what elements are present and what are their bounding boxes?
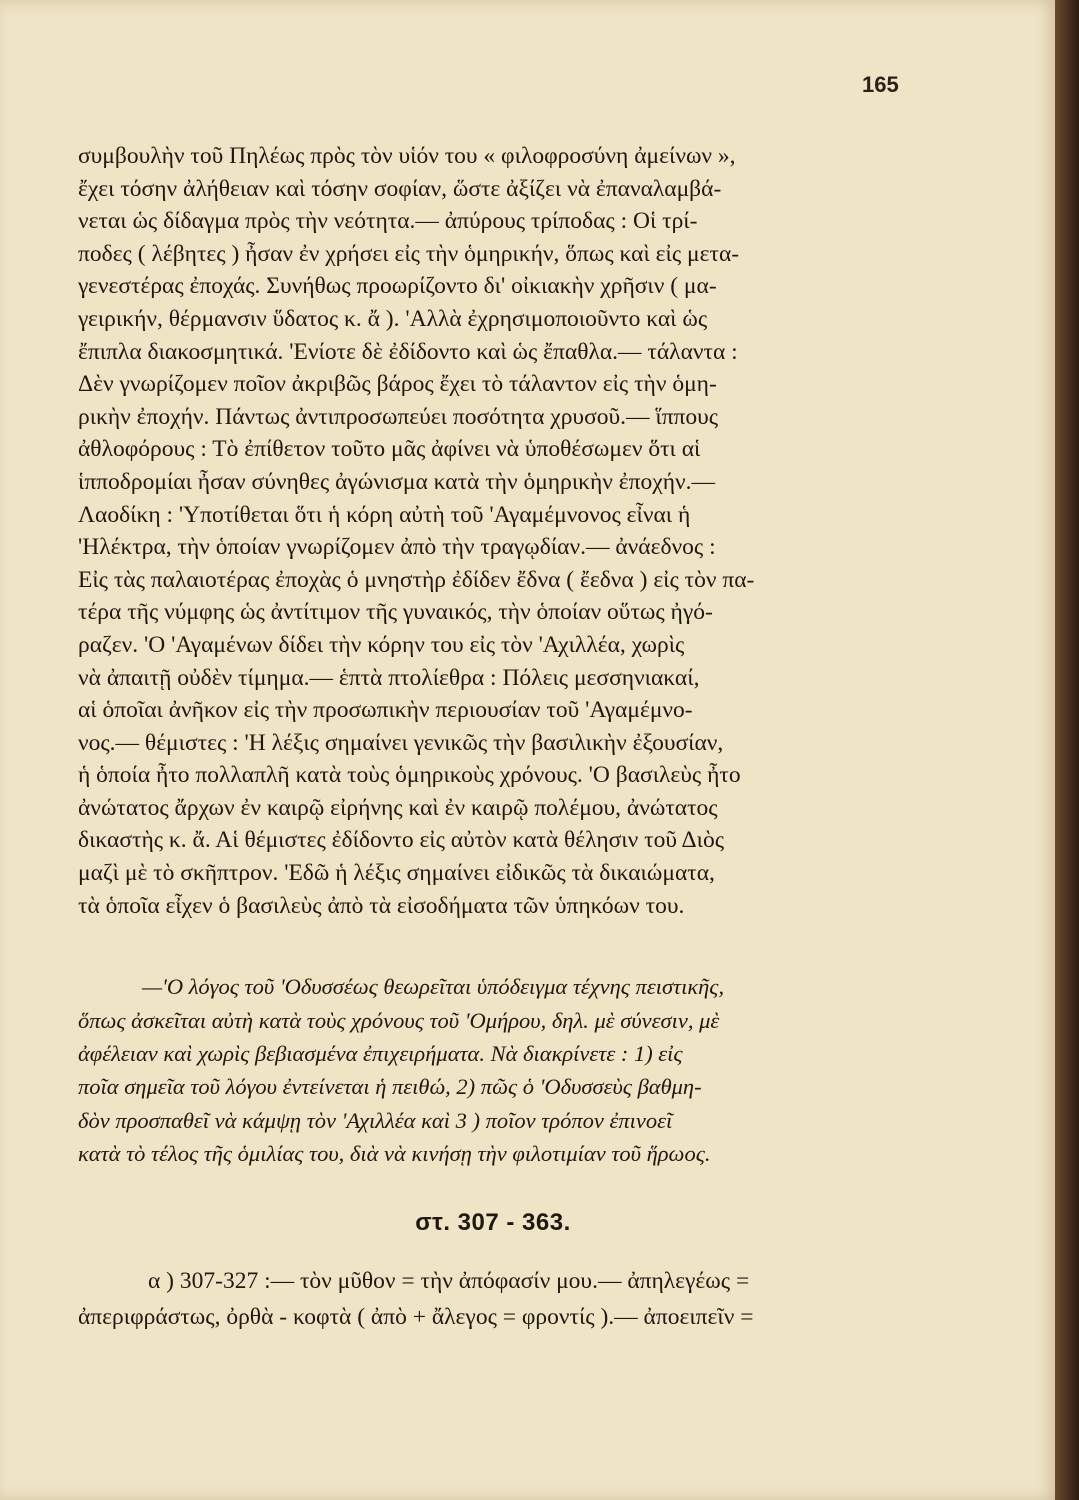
text-line: τέρα τῆς νύμφης ὡς ἀντίτιμον τῆς γυναικός, τὴν ὁποίαν οὕτως ἠγό- — [78, 599, 713, 626]
note-line: —'Ο λόγος τοῦ 'Οδυσσέως θεωρεῖται ὑπόδειγμα τέχνης πειστικῆς, — [142, 974, 725, 1000]
section-paragraph — [78, 1263, 908, 1335]
text-line: νος.— θέμιστες : 'Η λέξις σημαίνει γενικῶς τὴν βασιλικὴν ἐξουσίαν, — [78, 729, 724, 756]
text-line: γειρικήν, θέρμανσιν ὕδατος κ. ἄ ). 'Αλλὰ ἐχρησιμοποιοῦντο καὶ ὡς — [78, 305, 708, 332]
section-line: ἀπεριφράστως, ὀρθὰ - κοφτὰ ( ἀπὸ + ἄλεγος = φροντίς ).— ἀποειπεῖν = — [78, 1303, 754, 1330]
text-line: Δὲν γνωρίζομεν ποῖον ἀκριβῶς βάρος ἔχει τὸ τάλαντον εἰς τὴν ὁμη- — [78, 371, 717, 398]
text-line: ἀνώτατος ἄρχων ἐν καιρῷ εἰρήνης καὶ ἐν καιρῷ πολέμου, ἀνώτατος — [78, 794, 718, 821]
text-line: ἡ ὁποία ἦτο πολλαπλῆ κατὰ τοὺς ὁμηρικοὺς χρόνους. 'Ο βασιλεὺς ἦτο — [78, 762, 741, 789]
text-line: ἱπποδρομίαι ἦσαν σύνηθες ἀγώνισμα κατὰ τὴν ὁμηρικὴν ἐποχήν.— — [78, 468, 715, 495]
note-line: ἀφέλειαν καὶ χωρὶς βεβιασμένα ἐπιχειρήματα. Νὰ διακρίνετε : 1) εἰς — [78, 1041, 683, 1067]
section-line: α ) 307-327 :— τὸν μῦθον = τὴν ἀπόφασίν μου.— ἀπηλεγέως = — [148, 1267, 750, 1294]
note-line: δὸν προσπαθεῖ νὰ κάμψῃ τὸν 'Αχιλλέα καὶ 3 ) ποῖον τρόπον ἐπινοεῖ — [78, 1107, 673, 1133]
section-heading: στ. 307 - 363. — [415, 1208, 571, 1236]
page-edge — [1055, 0, 1079, 1500]
page-number: 165 — [862, 72, 899, 97]
note-line: κατὰ τὸ τέλος τῆς ὁμιλίας του, διὰ νὰ κινήσῃ τὴν φιλοτιμίαν τοῦ ἥρωος. — [78, 1141, 711, 1167]
note-line: ὅπως ἀσκεῖται αὐτὴ κατὰ τοὺς χρόνους τοῦ 'Ομήρου, δηλ. μὲ σύνεσιν, μὲ — [78, 1007, 720, 1033]
text-line: αἱ ὁποῖαι ἀνῆκον εἰς τὴν προσωπικὴν περιουσίαν τοῦ 'Αγαμέμνο- — [78, 697, 693, 724]
text-line: συμβουλὴν τοῦ Πηλέως πρὸς τὸν υἱόν του « φιλοφροσύνη ἀμείνων », — [78, 143, 736, 169]
text-line: δικαστὴς κ. ἄ. Αἱ θέμιστες ἐδίδοντο εἰς αὐτὸν κατὰ θέλησιν τοῦ Διὸς — [78, 827, 725, 854]
text-line: γενεστέρας ἐποχάς. Συνήθως προωρίζοντο δι' οἰκιακὴν χρῆσιν ( μα- — [78, 273, 717, 300]
text-line: ποδες ( λέβητες ) ἦσαν ἐν χρήσει εἰς τὴν ὁμηρικήν, ὅπως καὶ εἰς μετα- — [78, 240, 740, 267]
text-line: τὰ ὁποῖα εἶχεν ὁ βασιλεὺς ἀπὸ τὰ εἰσοδήματα τῶν ὑπηκόων του. — [78, 892, 685, 919]
text-line: ἀθλοφόρους : Τὸ ἐπίθετον τοῦτο μᾶς ἀφίνει νὰ ὑποθέσωμεν ὅτι αἱ — [78, 436, 701, 463]
note-line: ποῖα σημεῖα τοῦ λόγου ἐντείνεται ἡ πειθώ, 2) πῶς ὁ 'Οδυσσεὺς βαθμη- — [78, 1074, 702, 1100]
text-line: νεται ὡς δίδαγμα πρὸς τὴν νεότητα.— ἀπύρους τρίποδας : Οἱ τρί- — [78, 208, 698, 235]
text-line: νὰ ἀπαιτῇ οὐδὲν τίμημα.— ἑπτὰ πτολίεθρα : Πόλεις μεσσηνιακαί, — [78, 664, 700, 691]
text-line: ἔχει τόσην ἀλήθειαν καὶ τόσην σοφίαν, ὥστε ἀξίζει νὰ ἐπαναλαμβά- — [78, 175, 722, 202]
text-line: ραζεν. 'Ο 'Αγαμένων δίδει τὴν κόρην του εἰς τὸν 'Αχιλλέα, χωρὶς — [78, 631, 685, 658]
text-line: 'Ηλέκτρα, τὴν ὁποίαν γνωρίζομεν ἀπὸ τὴν τραγῳδίαν.— ἀνάεδνος : — [78, 534, 716, 561]
text-line: Εἰς τὰς παλαιοτέρας ἐποχὰς ὁ μνηστὴρ ἐδίδεν ἔδνα ( ἔεδνα ) εἰς τὸν πα- — [78, 566, 755, 593]
commentary-paragraph — [78, 140, 908, 922]
text-line: ρικὴν ἐποχήν. Πάντως ἀντιπροσωπεύει ποσότητα χρυσοῦ.— ἵππους — [78, 403, 719, 430]
text-block — [78, 140, 908, 1335]
study-note-paragraph — [78, 970, 908, 1170]
text-line: Λαοδίκη : 'Υποτίθεται ὅτι ἡ κόρη αὐτὴ τοῦ 'Αγαμέμνονος εἶναι ἡ — [78, 501, 691, 528]
text-line: ἔπιπλα διακοσμητικά. 'Ενίοτε δὲ ἐδίδοντο καὶ ὡς ἔπαθλα.— τάλαντα : — [78, 338, 738, 365]
text-line: μαζὶ μὲ τὸ σκῆπτρον. 'Εδῶ ἡ λέξις σημαίνει εἰδικῶς τὰ δικαιώματα, — [78, 860, 715, 887]
